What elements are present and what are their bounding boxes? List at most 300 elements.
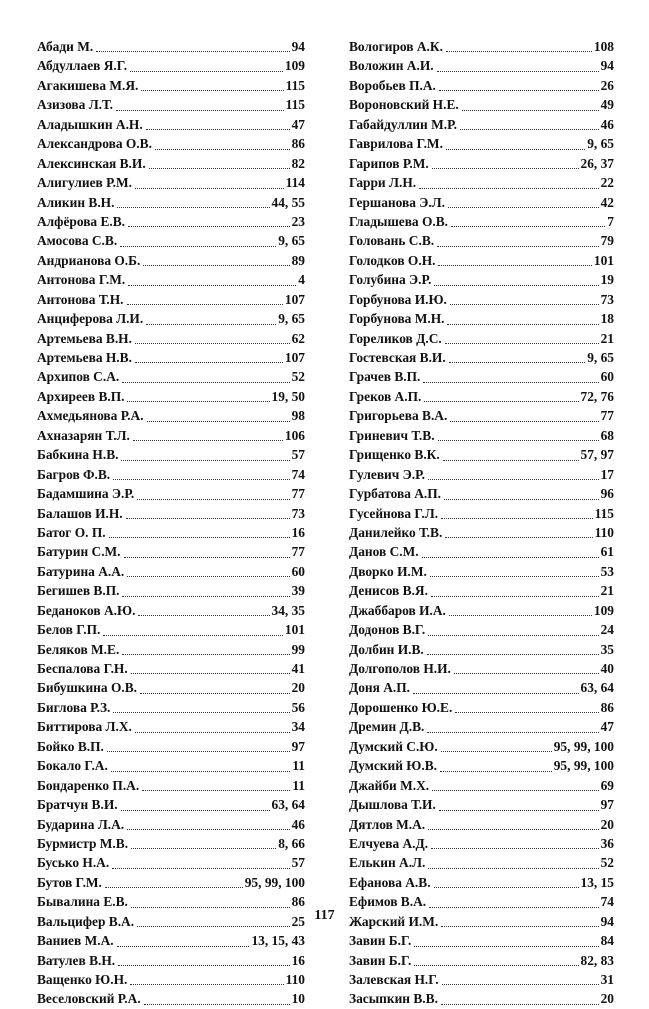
author-name: Аликин В.Н. <box>37 194 115 210</box>
dot-leader <box>122 595 289 597</box>
index-entry <box>349 309 614 328</box>
author-name: Ефимов В.А. <box>349 894 427 910</box>
dot-leader <box>428 634 598 636</box>
page-references: 94 <box>600 913 614 929</box>
dot-leader <box>107 750 290 752</box>
author-name: Архипов С.А. <box>37 369 120 385</box>
author-name: Ващенко Ю.Н. <box>37 972 128 987</box>
author-name: Гладышева О.В. <box>349 213 449 229</box>
author-name: Грачев В.П. <box>349 369 421 385</box>
dot-leader <box>451 225 605 227</box>
dot-leader <box>419 187 599 189</box>
index-entry <box>37 95 305 114</box>
page-references: 96 <box>600 486 614 502</box>
dot-leader <box>437 245 599 247</box>
index-entry <box>37 601 305 620</box>
index-entry <box>37 717 305 736</box>
author-name: Залевская Н.Г. <box>349 972 439 987</box>
page-references: 108 <box>593 39 614 54</box>
dot-leader <box>428 867 598 869</box>
index-entry <box>37 309 305 328</box>
index-entry <box>349 504 614 523</box>
page-references: 73 <box>600 291 614 307</box>
index-entry <box>37 426 305 445</box>
dot-leader <box>144 1003 290 1005</box>
index-entry <box>37 756 305 775</box>
index-entry <box>349 367 614 386</box>
dot-leader <box>446 148 585 150</box>
author-name: Воложин А.И. <box>349 58 434 74</box>
page-references: 23 <box>291 213 305 229</box>
index-entry <box>37 270 305 289</box>
dot-leader <box>438 264 591 266</box>
dot-leader <box>460 128 599 130</box>
author-name: Гусейнова Г.Л. <box>349 505 439 521</box>
author-name: Алигулиев Р.М. <box>37 175 132 191</box>
dot-leader <box>441 925 598 927</box>
page-references: 74 <box>600 894 614 910</box>
page-references: 34, 35 <box>271 602 305 618</box>
page-references: 56 <box>291 699 305 715</box>
dot-leader <box>128 284 296 286</box>
author-name: Бокало Г.А. <box>37 758 108 774</box>
index-entry <box>37 951 305 970</box>
author-name: Данилейко Т.В. <box>349 524 443 540</box>
dot-leader <box>147 420 290 422</box>
page-references: 35 <box>600 641 614 657</box>
author-name: Бондаренко П.А. <box>37 777 140 793</box>
author-name: Абади М. <box>37 39 94 54</box>
page-references: 99 <box>291 641 305 657</box>
index-entry <box>37 37 305 56</box>
dot-leader <box>130 70 283 72</box>
dot-leader <box>450 303 599 305</box>
dot-leader <box>142 789 290 791</box>
dot-leader <box>427 731 598 733</box>
index-entry <box>37 834 305 853</box>
index-entry <box>349 95 614 114</box>
page-references: 9, 65 <box>587 350 614 365</box>
page-references: 46 <box>600 116 614 132</box>
index-entry <box>37 776 305 795</box>
index-entry <box>37 387 305 406</box>
page-references: 84 <box>600 933 614 949</box>
author-name: Думский Ю.В. <box>349 758 437 774</box>
index-entry <box>37 989 305 1008</box>
index-entry <box>349 640 614 659</box>
dot-leader <box>439 809 599 811</box>
dot-leader <box>105 886 243 888</box>
dot-leader <box>446 50 592 52</box>
page-references: 26, 37 <box>580 155 614 171</box>
author-name: Ваниев М.А. <box>37 933 114 949</box>
page-references: 69 <box>600 777 614 793</box>
page-references: 19, 50 <box>271 388 305 404</box>
dot-leader <box>135 361 283 363</box>
page-references: 11 <box>292 758 305 774</box>
index-entry <box>349 970 614 989</box>
index-entry <box>37 329 305 348</box>
dot-leader <box>124 556 290 558</box>
dot-leader <box>112 867 289 869</box>
author-name: Вальцифер В.А. <box>37 913 135 929</box>
page-references: 11 <box>292 777 305 793</box>
author-name: Братчун В.И. <box>37 797 118 813</box>
page-references: 13, 15 <box>580 874 614 890</box>
author-name: Дремин Д.В. <box>349 719 425 735</box>
author-name: Гарри Л.Н. <box>349 175 417 191</box>
page-references: 9, 65 <box>278 311 305 327</box>
index-entry <box>349 873 614 892</box>
author-name: Бабкина Н.В. <box>37 447 119 463</box>
author-name: Веселовский Р.А. <box>37 991 141 1007</box>
page-references: 115 <box>285 97 305 113</box>
page-references: 57 <box>291 855 305 871</box>
page-references: 77 <box>291 486 305 502</box>
dot-leader <box>149 167 290 169</box>
index-entry <box>37 620 305 639</box>
page-references: 34 <box>291 719 305 735</box>
author-name: Греков А.П. <box>349 388 422 404</box>
page-references: 16 <box>291 524 305 540</box>
index-entry <box>37 737 305 756</box>
dot-leader <box>109 536 290 538</box>
index-entry <box>37 348 305 367</box>
page-references: 94 <box>291 39 305 54</box>
page-references: 107 <box>284 350 305 365</box>
author-name: Ахназарян Т.Л. <box>37 427 130 443</box>
author-name: Дорошенко Ю.Е. <box>349 699 453 715</box>
page-references: 101 <box>593 252 614 268</box>
author-name: Гурбатова А.П. <box>349 486 442 502</box>
page-references: 47 <box>600 719 614 735</box>
dot-leader <box>113 478 289 480</box>
index-entry <box>349 815 614 834</box>
page-references: 98 <box>291 408 305 424</box>
page-references: 13, 15, 43 <box>251 933 305 949</box>
author-name: Головань С.В. <box>349 233 435 249</box>
author-name: Бойко В.П. <box>37 738 104 754</box>
page-references: 94 <box>600 58 614 74</box>
index-entry <box>349 659 614 678</box>
index-entry <box>37 542 305 561</box>
author-name: Горбунова М.Н. <box>349 311 445 327</box>
dot-leader <box>455 711 598 713</box>
page-references: 57, 97 <box>580 447 614 463</box>
index-entry <box>349 115 614 134</box>
author-name: Алексинская В.И. <box>37 155 146 171</box>
index-entry <box>37 367 305 386</box>
dot-leader <box>121 809 270 811</box>
dot-leader <box>448 206 599 208</box>
author-name: Антонова Т.Н. <box>37 291 124 307</box>
author-name: Гарипов Р.М. <box>349 155 429 171</box>
page-references: 18 <box>600 311 614 327</box>
author-name: Ахмедьянова Р.А. <box>37 408 144 424</box>
page-references: 60 <box>291 563 305 579</box>
author-name: Александрова О.В. <box>37 136 152 152</box>
author-name: Белов Г.П. <box>37 622 101 638</box>
index-entry <box>37 970 305 989</box>
page-references: 20 <box>600 991 614 1007</box>
page-references: 97 <box>291 738 305 754</box>
author-name: Габайдуллин М.Р. <box>349 116 457 132</box>
index-entry <box>37 640 305 659</box>
author-name: Биглова Р.З. <box>37 699 111 715</box>
author-name: Амосова С.В. <box>37 233 118 249</box>
dot-leader <box>137 498 289 500</box>
index-entry <box>349 134 614 153</box>
index-entry <box>349 756 614 775</box>
dot-leader <box>131 672 290 674</box>
index-entry <box>349 601 614 620</box>
index-entry <box>349 484 614 503</box>
dot-leader <box>155 148 290 150</box>
author-name: Голубина Э.Р. <box>349 272 432 288</box>
index-entry <box>349 406 614 425</box>
dot-leader <box>127 575 289 577</box>
dot-leader <box>140 692 290 694</box>
page-references: 47 <box>291 116 305 132</box>
page-references: 39 <box>291 583 305 599</box>
author-name: Алфёрова Е.В. <box>37 213 126 229</box>
author-name: Бадамшина Э.Р. <box>37 486 135 502</box>
index-entry <box>37 815 305 834</box>
dot-leader <box>137 925 290 927</box>
page-references: 4 <box>298 272 305 288</box>
author-name: Балашов И.Н. <box>37 505 123 521</box>
page-references: 9, 65 <box>587 136 614 152</box>
page-references: 21 <box>600 330 614 346</box>
dot-leader <box>141 89 283 91</box>
page-references: 52 <box>600 855 614 871</box>
author-name: Беспалова Г.Н. <box>37 661 128 676</box>
dot-leader <box>428 828 598 830</box>
index-entry <box>349 212 614 231</box>
page-references: 109 <box>593 602 614 618</box>
author-name: Батог О. П. <box>37 524 106 540</box>
page-references: 110 <box>594 524 614 540</box>
page-references: 86 <box>291 136 305 152</box>
page-references: 53 <box>600 563 614 579</box>
index-entry <box>349 37 614 56</box>
dot-leader <box>126 517 290 519</box>
page-references: 21 <box>600 583 614 599</box>
dot-leader <box>120 245 276 247</box>
page-references: 10 <box>291 991 305 1007</box>
page-references: 42 <box>600 194 614 210</box>
author-name: Горбунова И.Ю. <box>349 291 447 307</box>
author-name: Антонова Г.М. <box>37 272 126 288</box>
author-name: Бегишев В.П. <box>37 583 120 599</box>
index-entry <box>349 951 614 970</box>
author-name: Завин Б.Г. <box>349 952 412 968</box>
page-references: 74 <box>291 466 305 482</box>
page-references: 61 <box>600 544 614 560</box>
index-entry <box>349 989 614 1008</box>
page-references: 49 <box>600 97 614 113</box>
dot-leader <box>146 323 276 325</box>
author-name: Бутов Г.М. <box>37 874 102 890</box>
page-references: 31 <box>600 972 614 987</box>
index-entry <box>349 776 614 795</box>
author-name: Архиреев В.П. <box>37 388 125 404</box>
index-entry <box>349 562 614 581</box>
author-name: Батурин С.М. <box>37 544 121 560</box>
dot-leader <box>447 323 598 325</box>
dot-leader <box>444 498 599 500</box>
page-references: 77 <box>291 544 305 560</box>
index-entry <box>349 231 614 250</box>
author-name: Воробьев П.А. <box>349 77 436 93</box>
dot-leader <box>131 847 276 849</box>
author-name: Джаббаров И.А. <box>349 602 446 618</box>
page-references: 109 <box>284 58 305 74</box>
page-references: 82 <box>291 155 305 171</box>
page-references: 68 <box>600 427 614 443</box>
author-name: Батурина А.А. <box>37 563 125 579</box>
author-name: Елькин А.Л. <box>349 855 426 871</box>
author-name: Гершанова Э.Л. <box>349 194 445 210</box>
index-entry <box>349 56 614 75</box>
dot-leader <box>440 770 552 772</box>
dot-leader <box>443 459 579 461</box>
author-name: Дышлова Т.И. <box>349 797 436 813</box>
dot-leader <box>430 575 599 577</box>
dot-leader <box>146 128 290 130</box>
dot-leader <box>113 711 289 713</box>
page-references: 86 <box>600 699 614 715</box>
index-entry <box>349 270 614 289</box>
author-name: Завин Б.Г. <box>349 933 412 949</box>
page-references: 40 <box>600 661 614 676</box>
author-name: Ефанова А.В. <box>349 874 431 890</box>
page-references: 115 <box>594 505 614 521</box>
index-entry <box>37 231 305 250</box>
author-name: Азизова Л.Т. <box>37 97 113 113</box>
page-references: 60 <box>600 369 614 385</box>
dot-leader <box>117 945 250 947</box>
dot-leader <box>431 595 599 597</box>
dot-leader <box>431 847 599 849</box>
dot-leader <box>414 964 578 966</box>
dot-leader <box>424 400 578 402</box>
author-name: Доня А.П. <box>349 680 410 696</box>
index-entry <box>37 154 305 173</box>
author-name: Григорьева В.А. <box>349 408 448 424</box>
dot-leader <box>127 828 290 830</box>
index-entry <box>37 290 305 309</box>
author-name: Артемьева В.Н. <box>37 330 132 346</box>
dot-leader <box>413 692 579 694</box>
page-references: 20 <box>600 816 614 832</box>
dot-leader <box>127 400 269 402</box>
page-references: 110 <box>285 972 305 987</box>
author-name: Додонов В.Г. <box>349 622 426 638</box>
index-entry <box>37 698 305 717</box>
author-name: Беляков М.Е. <box>37 641 120 657</box>
author-name: Аладышкин А.Н. <box>37 116 143 132</box>
page-references: 44, 55 <box>271 194 305 210</box>
author-name: Джайби М.Х. <box>349 777 430 793</box>
index-entry <box>349 387 614 406</box>
dot-leader <box>445 342 599 344</box>
dot-leader <box>122 653 289 655</box>
index-entry <box>37 873 305 892</box>
page-references: 73 <box>291 505 305 521</box>
author-name: Артемьева Н.В. <box>37 350 132 365</box>
page-references: 106 <box>284 427 305 443</box>
author-name: Бибушкина О.В. <box>37 680 137 696</box>
dot-leader <box>454 672 599 674</box>
page-references: 95, 99, 100 <box>244 874 305 890</box>
dot-leader <box>441 517 593 519</box>
dot-leader <box>442 983 599 985</box>
author-name: Гореликов Д.С. <box>349 330 442 346</box>
index-entry <box>349 251 614 270</box>
index-entry <box>37 445 305 464</box>
author-name: Данов С.М. <box>349 544 419 560</box>
dot-leader <box>135 731 290 733</box>
page-references: 95, 99, 100 <box>553 758 614 774</box>
index-entry <box>37 795 305 814</box>
index-entry <box>37 193 305 212</box>
index-entry <box>37 659 305 678</box>
index-entry <box>349 154 614 173</box>
author-name: Долгополов Н.И. <box>349 661 451 676</box>
page-references: 52 <box>291 369 305 385</box>
dot-leader <box>438 439 599 441</box>
index-entry <box>349 348 614 367</box>
author-name: Гулевич Э.Р. <box>349 466 425 482</box>
dot-leader <box>445 536 592 538</box>
dot-leader <box>414 945 598 947</box>
index-entry <box>349 193 614 212</box>
author-name: Беданоков А.Ю. <box>37 602 136 618</box>
page-references: 22 <box>600 175 614 191</box>
page-references: 16 <box>291 952 305 968</box>
author-name: Бывалина Е.В. <box>37 894 128 910</box>
author-name: Бударина Л.А. <box>37 816 125 832</box>
index-entry <box>349 678 614 697</box>
dot-leader <box>441 1003 599 1005</box>
dot-leader <box>135 342 290 344</box>
dot-leader <box>135 187 284 189</box>
page-references: 17 <box>600 466 614 482</box>
index-entry <box>349 173 614 192</box>
index-column-right <box>349 37 614 1009</box>
dot-leader <box>127 303 283 305</box>
dot-leader <box>427 653 599 655</box>
page-references: 46 <box>291 816 305 832</box>
author-name: Агакишева М.Я. <box>37 77 139 93</box>
author-name: Ватулев В.Н. <box>37 952 116 968</box>
author-name: Дворко И.М. <box>349 563 427 579</box>
page-references: 62 <box>291 330 305 346</box>
dot-leader <box>143 264 289 266</box>
author-name: Гаврилова Г.М. <box>349 136 443 152</box>
dot-leader <box>439 89 599 91</box>
page-references: 19 <box>600 272 614 288</box>
dot-leader <box>434 284 598 286</box>
index-entry <box>349 523 614 542</box>
page-references: 95, 99, 100 <box>553 738 614 754</box>
page-references: 24 <box>600 622 614 638</box>
dot-leader <box>118 964 289 966</box>
index-entry <box>37 56 305 75</box>
author-name: Вологиров А.К. <box>349 39 443 54</box>
index-entry <box>37 76 305 95</box>
